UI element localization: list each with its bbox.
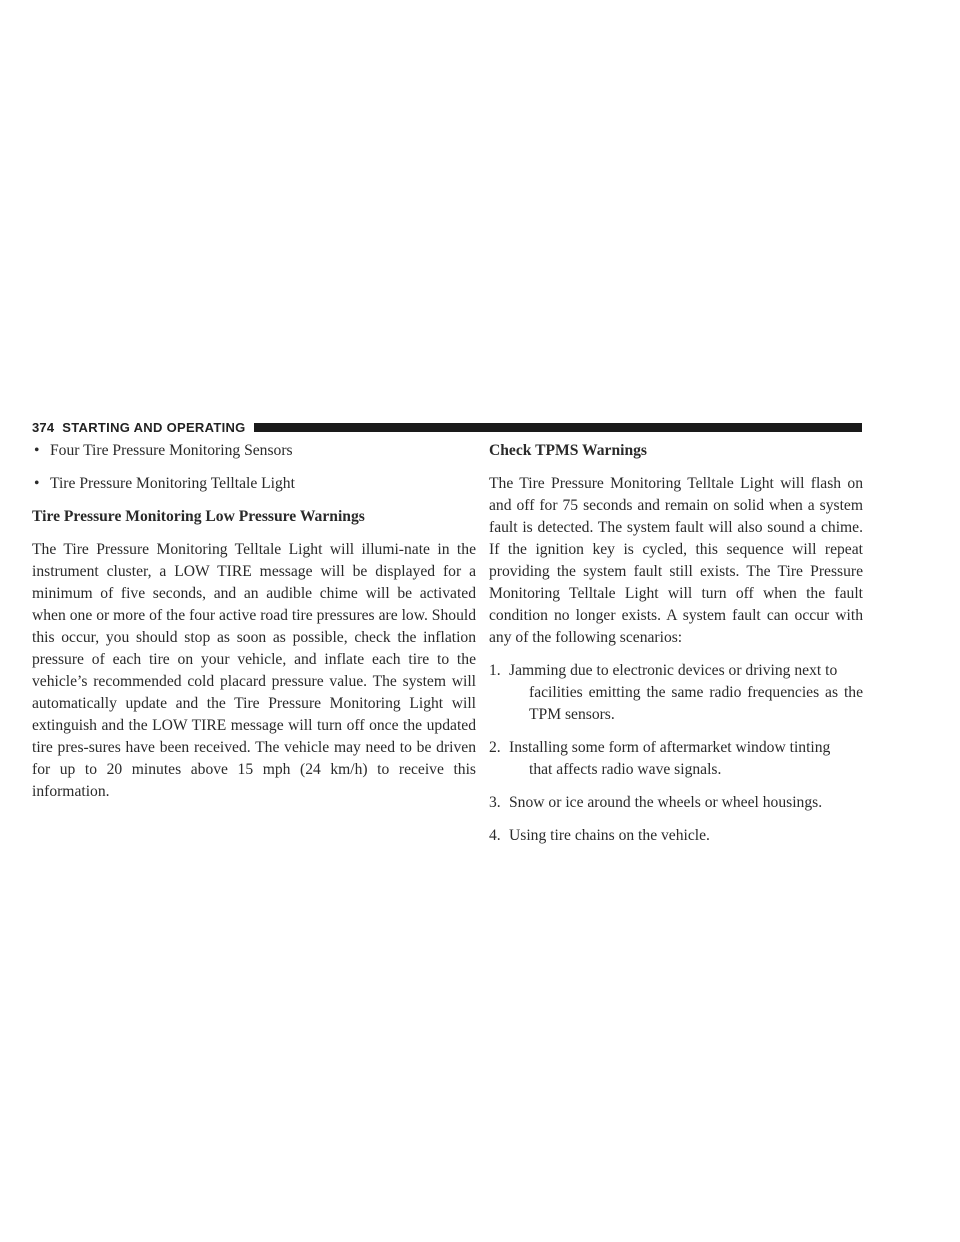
- item-text-rest: that affects radio wave signals.: [529, 761, 722, 778]
- body-paragraph: The Tire Pressure Monitoring Telltale Light will illumi-nate in the instrument cluster, a LOW TIRE message will be displayed for a minimum of five seconds, and an audible chime will be activated when one or more of the four active road tire pressures are low. Should this occur, you should stop as soon as possible, check the inflation pressure of each tire on your vehicle, and inflate each tire to the vehicle’s recommended cold placard pressure value. The system will automatically update and the Tire Pressure Monitoring Light will extinguish and the LOW TIRE message will turn off once the updated tire pres-sures have been received. The vehicle may need to be driven for up to 20 minutes above 15 mph (24 km/h) to receive this information.: [32, 541, 476, 800]
- item-number: 1.: [489, 662, 501, 679]
- item-number: 2.: [489, 739, 501, 756]
- page-number: 374: [32, 419, 55, 435]
- section-heading: Tire Pressure Monitoring Low Pressure Warnings: [32, 508, 365, 525]
- item-number: 4.: [489, 827, 501, 844]
- item-text-first: Using tire chains on the vehicle.: [509, 827, 710, 844]
- bullet-icon: •: [34, 442, 40, 459]
- page-header: [32, 418, 862, 436]
- left-column: [32, 440, 476, 814]
- bullet-text: Four Tire Pressure Monitoring Sensors: [50, 442, 293, 459]
- right-column: [489, 440, 863, 858]
- item-number: 3.: [489, 794, 501, 811]
- list-item: [32, 473, 476, 495]
- section-heading: Check TPMS Warnings: [489, 442, 647, 459]
- list-item: [489, 660, 863, 726]
- body-paragraph: The Tire Pressure Monitoring Telltale Light will flash on and off for 75 seconds and remain on solid when a system fault is detected. The system fault will also sound a chime. If the ignition key is cycled, this sequence will repeat providing the system fault still exists. The Tire Pressure Monitoring Telltale Light will turn off when the fault condition no longer exists. A system fault can occur with any of the following scenarios:: [489, 475, 863, 646]
- item-text-first: Jamming due to electronic devices or driving next to: [509, 662, 838, 679]
- list-item: [32, 440, 476, 462]
- list-item: [489, 792, 863, 814]
- list-item: [489, 825, 863, 847]
- item-text-first: Installing some form of aftermarket window tinting: [509, 739, 831, 756]
- item-text-rest: facilities emitting the same radio frequencies as the TPM sensors.: [529, 684, 863, 723]
- section-title: STARTING AND OPERATING: [62, 419, 246, 435]
- item-text-first: Snow or ice around the wheels or wheel housings.: [509, 794, 823, 811]
- list-item: [489, 737, 863, 781]
- header-rule: [254, 423, 862, 432]
- bullet-text: Tire Pressure Monitoring Telltale Light: [50, 475, 295, 492]
- bullet-icon: •: [34, 475, 40, 492]
